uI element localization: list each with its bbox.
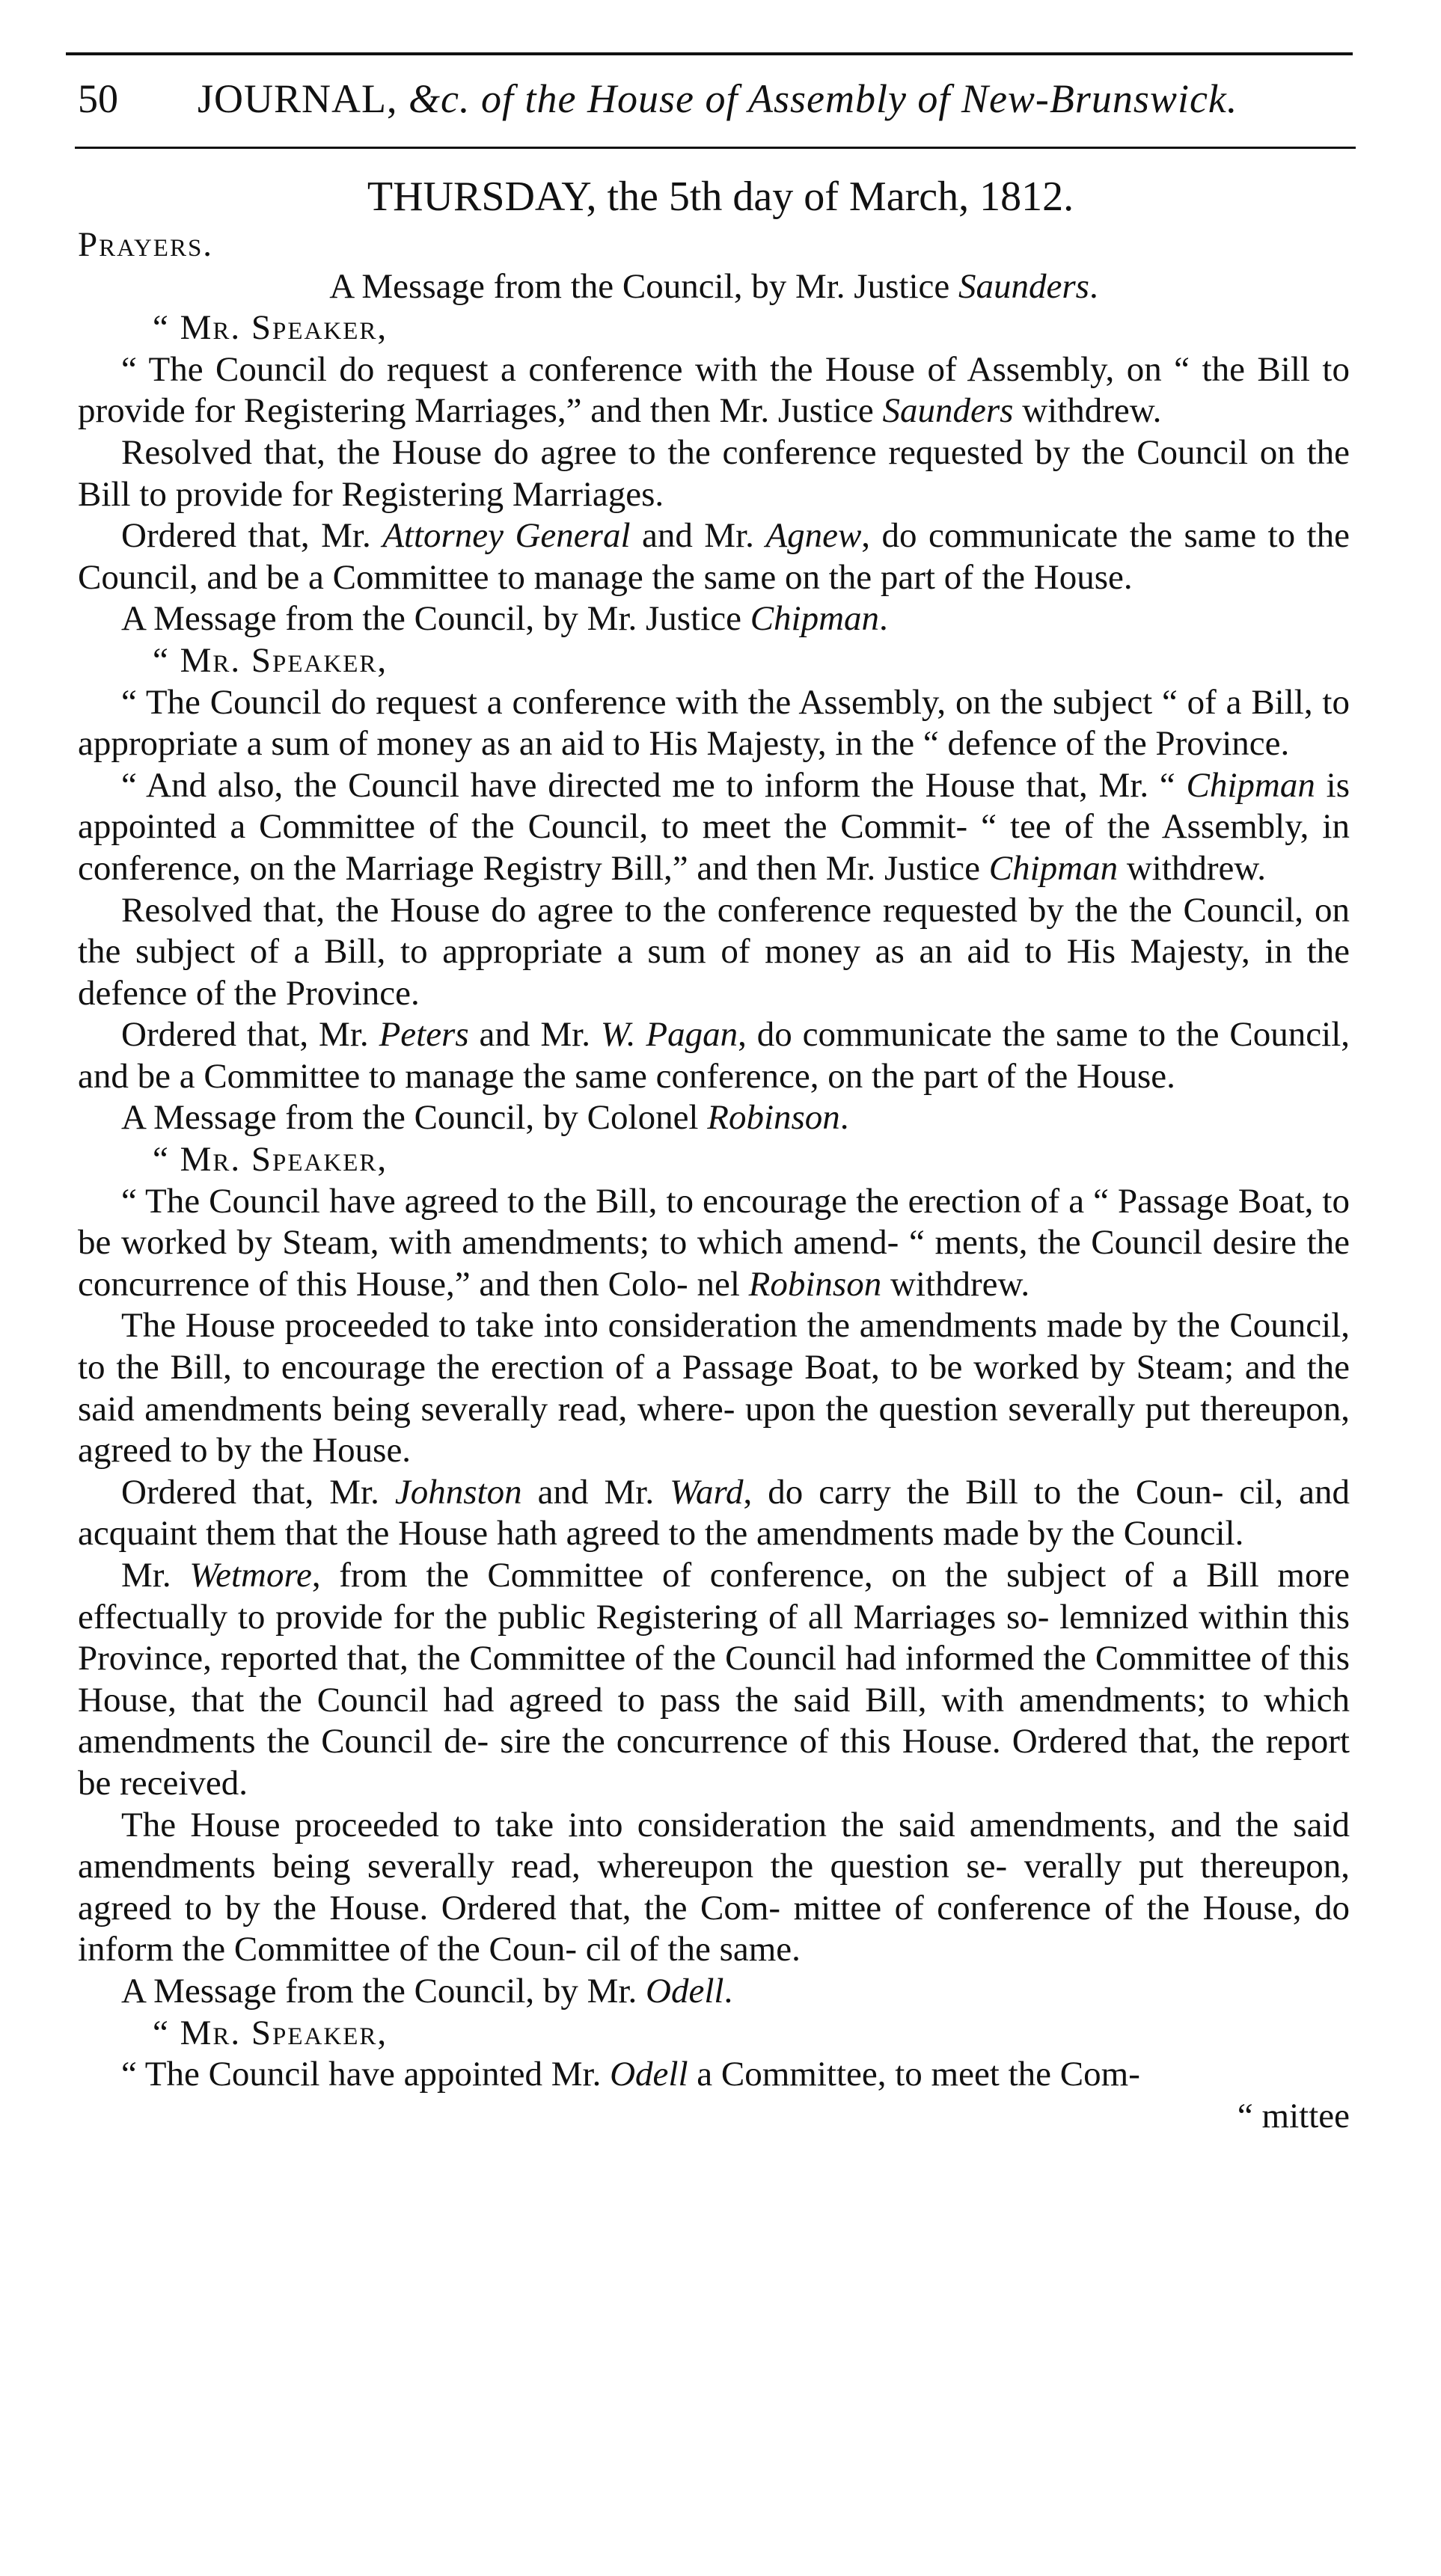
text-run: and Mr. <box>521 1472 670 1512</box>
text-run: “ The Council have appointed Mr. <box>121 2055 611 2094</box>
journal-paragraph <box>78 1097 1350 1139</box>
journal-paragraph <box>78 515 1350 598</box>
text-run: “ The Council have agreed to the Bill, to encourage the erection of a “ Passage Boat, to be worked by Steam, with amendments; to which amend- “ ments, the Council desire the concurrence of this House,” and then Colo- nel <box>78 1181 1350 1304</box>
text-run: , do carry the Bill to the Coun- cil, and acquaint them that the House hath agreed to the amendments made by the Council. <box>78 1472 1350 1554</box>
speaker-address: “ Mr. Speaker, <box>153 2013 388 2052</box>
journal-paragraph: The House proceeded to take into consideration the said amendments, and the said amendments being severally read, whereupon the question se- verally put thereupon, agreed to by the House. Ordered that, the Com- mittee of conference of the House, do inform the Committee of the Coun- cil of the same. <box>78 1805 1350 1969</box>
member-name: Johnston <box>394 1472 522 1512</box>
journal-paragraph: “ The Council do request a conference with the Assembly, on the subject “ of a Bill, to appropriate a sum of money as an aid to His Majesty, in the “ defence of the Province. <box>78 682 1350 764</box>
text-run: withdrew. <box>881 1264 1030 1304</box>
journal-paragraph <box>78 2054 1350 2096</box>
member-name: Saunders <box>882 391 1014 431</box>
member-name: Chipman <box>1186 765 1315 805</box>
member-name: Robinson <box>707 1098 840 1138</box>
text-run: a Committee, to meet the Com- <box>688 2055 1140 2094</box>
header-rule <box>75 147 1356 149</box>
top-border <box>66 52 1353 55</box>
journal-paragraph <box>78 1014 1350 1097</box>
journal-paragraph: Resolved that, the House do agree to the conference requested by the the Council, on the subject of a Bill, to appropriate a sum of money as an aid to His Majesty, in the defence of the Province. <box>78 890 1350 1013</box>
text-run: , do communicate the same to the Council, and be a Committee to manage the same on the part of the House. <box>78 516 1350 597</box>
member-name: W. Pagan <box>600 1015 738 1055</box>
speaker-address: “ Mr. Speaker, <box>153 1140 388 1180</box>
text-run: withdrew. <box>1118 848 1267 888</box>
member-name: Agnew <box>765 516 862 556</box>
journal-paragraph <box>78 266 1350 308</box>
member-name: Chipman <box>988 848 1119 888</box>
text-run: and Mr. <box>468 1015 601 1055</box>
journal-paragraph: “ mittee <box>1237 2096 1350 2135</box>
prayers-heading: Prayers. <box>78 225 214 264</box>
text-run: withdrew. <box>1013 391 1162 431</box>
member-name: Peters <box>379 1015 469 1055</box>
journal-title: JOURNAL, &c. of the House of Assembly of New-Brunswick. <box>198 76 1238 121</box>
text-run: . <box>1089 266 1098 306</box>
text-run: , from the Committee of conference, on the subject of a Bill more effectually to provide for the public Registering of all Marriages so- lemnized within this Province, reported that, the Committee of the Council had informed the Committee of this House, that the Council had agreed to pass the said Bill, with amendments; to which amendments the Council de- sire the concurrence of this House. Ordered that, the report be received. <box>78 1556 1350 1803</box>
speaker-address: “ Mr. Speaker, <box>153 308 388 348</box>
day-heading: THURSDAY, the 5th day of March, 1812. <box>367 174 1074 220</box>
member-name: Attorney General <box>382 516 631 556</box>
text-run: A Message from the Council, by Mr. <box>121 1971 646 2011</box>
journal-paragraph <box>78 349 1350 432</box>
member-name: Saunders <box>958 266 1089 306</box>
journal-body <box>78 224 1350 2137</box>
text-run: . <box>879 599 888 639</box>
journal-paragraph <box>78 765 1350 890</box>
speaker-address: “ Mr. Speaker, <box>153 640 388 680</box>
journal-paragraph <box>78 1555 1350 1805</box>
text-run: Ordered that, Mr. <box>121 516 383 556</box>
running-header <box>78 69 1342 129</box>
text-run: . <box>723 1971 733 2011</box>
journal-paragraph: Resolved that, the House do agree to the conference requested by the Council on the Bill to provide for Registering Marriages. <box>78 432 1350 514</box>
member-name: Ward <box>670 1472 744 1512</box>
member-name: Odell <box>646 1971 724 2011</box>
text-run: A Message from the Council, by Mr. Justice <box>121 599 750 639</box>
journal-paragraph <box>78 1971 1350 2013</box>
text-run: . <box>839 1098 849 1138</box>
text-run: and Mr. <box>630 516 766 556</box>
text-run: A Message from the Council, by Mr. Justice <box>329 266 958 306</box>
member-name: Wetmore <box>189 1556 312 1595</box>
text-run: “ The Council do request a conference with the House of Assembly, on “ the Bill to provide for Registering Marriages,” and then Mr. Justice <box>78 349 1350 431</box>
member-name: Odell <box>610 2055 688 2094</box>
text-run: is appointed a Committee of the Council, to meet the Commit- “ tee of the Assembly, in conference, on the Marriage Registry Bill,” and then Mr. Justice <box>78 765 1350 888</box>
journal-paragraph <box>78 598 1350 640</box>
text-run: A Message from the Council, by Colonel <box>121 1098 708 1138</box>
journal-paragraph <box>78 1181 1350 1306</box>
member-name: Robinson <box>748 1264 882 1304</box>
text-run: , do communicate the same to the Council, and be a Committee to manage the same conference, on the part of the House. <box>78 1015 1350 1096</box>
text-run: Ordered that, Mr. <box>121 1472 395 1512</box>
text-run: Ordered that, Mr. <box>121 1015 379 1055</box>
journal-paragraph <box>78 1472 1350 1555</box>
member-name: Chipman <box>750 599 880 639</box>
text-run: “ And also, the Council have directed me to inform the House that, Mr. “ <box>121 765 1187 805</box>
journal-paragraph: The House proceeded to take into consideration the amendments made by the Council, to the Bill, to encourage the erection of a Passage Boat, to be worked by Steam; and the said amendments being severally read, where- upon the question severally put thereupon, agreed to by the House. <box>78 1306 1350 1471</box>
text-run: Mr. <box>121 1556 190 1595</box>
page-number: 50 <box>78 76 118 121</box>
